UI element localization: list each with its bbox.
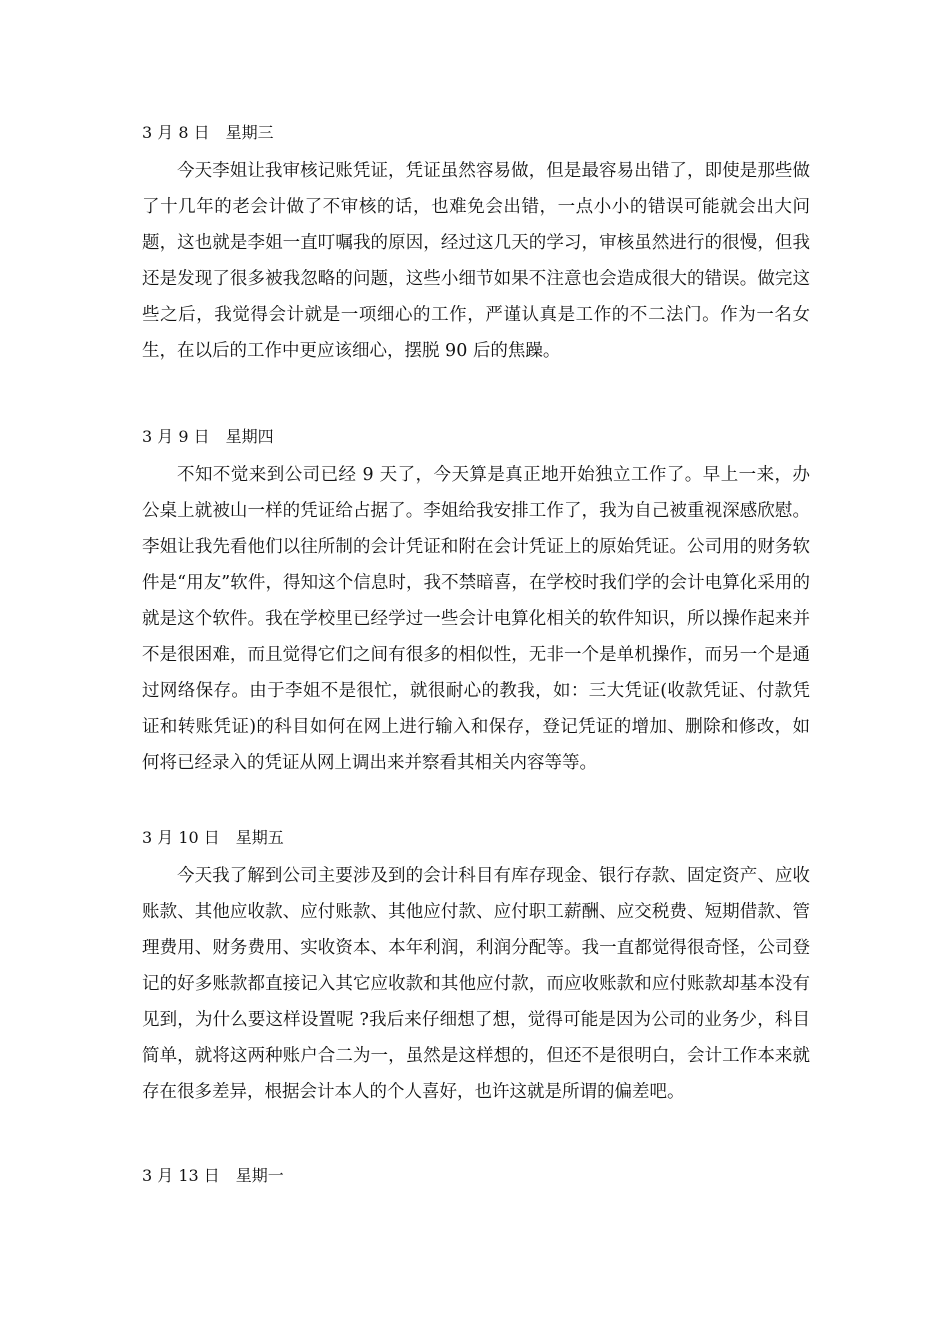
diary-entry [142, 1164, 810, 1188]
diary-entry [142, 121, 810, 369]
entry-date: 3 月 9 日 星期四 [142, 427, 274, 446]
entry-body: 今天我了解到公司主要涉及到的会计科目有库存现金、银行存款、固定资产、应收账款、其他应收款、应付账款、其他应付款、应付职工薪酬、应交税费、短期借款、管理费用、财务费用、实收资本、本年利润，利润分配等。我一直都觉得很奇怪，公司登记的好多账款都直接记入其它应收款和其他应付款，而应收账款和应付账款却基本没有见到，为什么要这样设置呢 ?我后来仔细想了想，觉得可能是因为公司的业务少，科目简单，就将这两种账户合二为一，虽然是这样想的，但还不是很明白，会计工作本来就存在很多差异，根据会计本人的个人喜好，也许这就是所谓的偏差吧。 [142, 866, 810, 1102]
entry-body: 不知不觉来到公司已经 9 天了，今天算是真正地开始独立工作了。早上一来，办公桌上就被山一样的凭证给占据了。李姐给我安排工作了，我为自己被重视深感欣慰。李姐让我先看他们以往所制的会计凭证和附在会计凭证上的原始凭证。公司用的财务软件是“用友”软件，得知这个信息时，我不禁暗喜，在学校时我们学的会计电算化采用的就是这个软件。我在学校里已经学过一些会计电算化相关的软件知识，所以操作起来并不是很困难，而且觉得它们之间有很多的相似性，无非一个是单机操作，而另一个是通过网络保存。由于李姐不是很忙，就很耐心的教我，如：三大凭证(收款凭证、付款凭证和转账凭证)的科目如何在网上进行输入和保存，登记凭证的增加、删除和修改，如何将已经录入的凭证从网上调出来并察看其相关内容等等。 [142, 465, 810, 773]
diary-entry [142, 425, 810, 781]
diary-entry [142, 826, 810, 1110]
entry-body: 今天李姐让我审核记账凭证，凭证虽然容易做，但是最容易出错了，即使是那些做了十几年的老会计做了不审核的话，也难免会出错，一点小小的错误可能就会出大问题，这也就是李姐一直叮嘱我的原因，经过这几天的学习，审核虽然进行的很慢，但我还是发现了很多被我忽略的问题，这些小细节如果不注意也会造成很大的错误。做完这些之后，我觉得会计就是一项细心的工作，严谨认真是工作的不二法门。作为一名女生，在以后的工作中更应该细心，摆脱 90 后的焦躁。 [142, 161, 810, 361]
entry-date: 3 月 10 日 星期五 [142, 828, 284, 847]
entry-date: 3 月 8 日 星期三 [142, 123, 274, 142]
entry-date: 3 月 13 日 星期一 [142, 1166, 284, 1185]
